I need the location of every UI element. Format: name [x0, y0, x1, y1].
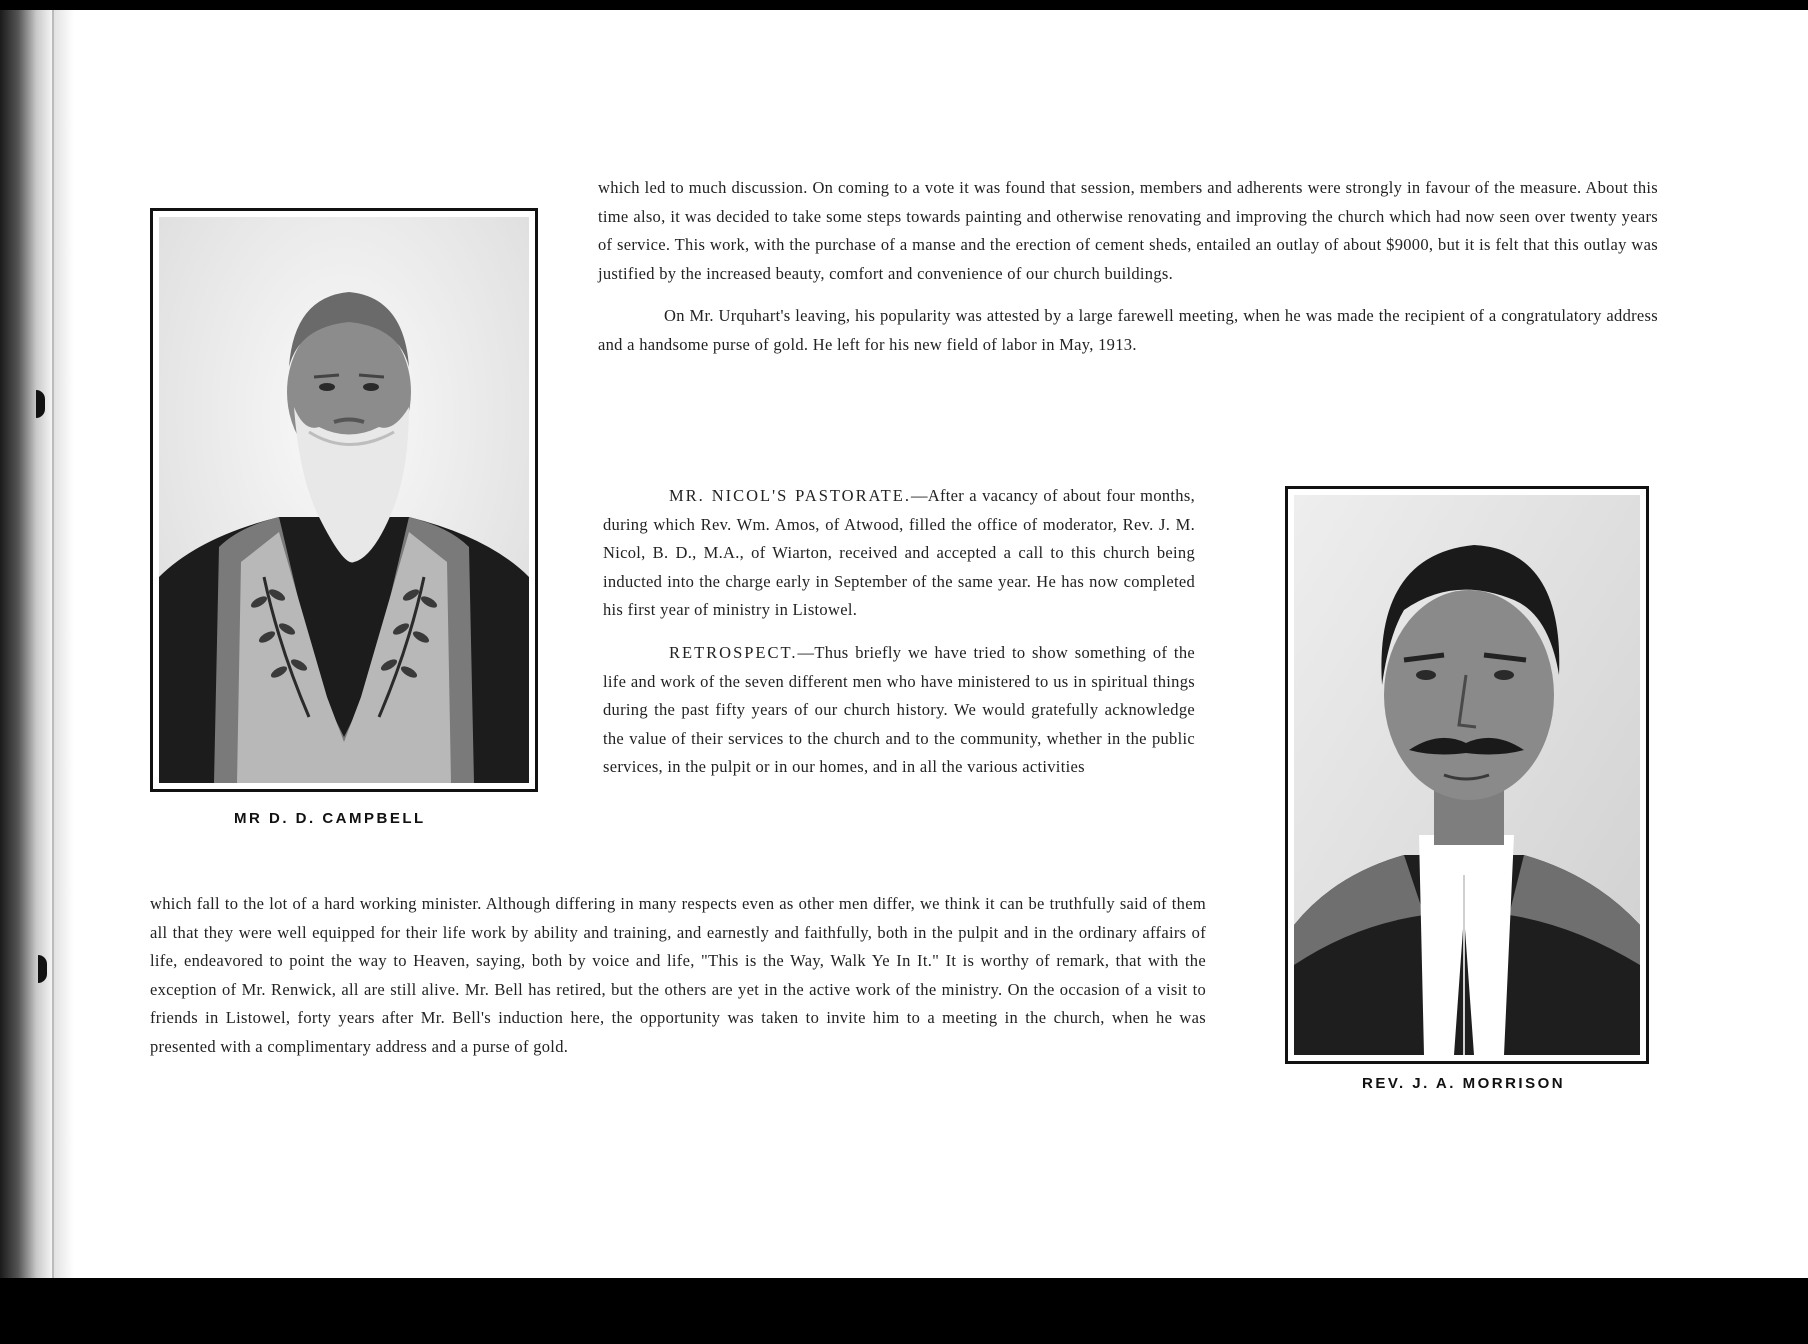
portrait-campbell-image: [159, 217, 529, 783]
book-spine: [0, 10, 52, 1278]
portrait-morrison-image: [1294, 495, 1640, 1055]
heading-retrospect: RETROSPECT.: [669, 642, 798, 662]
caption-right: REV. J. A. MORRISON: [1362, 1075, 1566, 1092]
text-block-middle: [603, 482, 1195, 782]
portrait-photo-left: [150, 208, 538, 792]
page-bottom-edge: [0, 1278, 1808, 1344]
paragraph-urquhart-farewell: On Mr. Urquhart's leaving, his popularity was attested by a large farewell meeting, when he was made the recipient of a congratulatory address and a handsome purse of gold. He left for his new field of labor in May, 1913.: [598, 306, 1658, 354]
paragraph-retrospect-body: —Thus briefly we have tried to show something of the life and work of the seven different men who have ministered to us in spiritual things during the past fifty years of our church history. We would gratefully acknowledge the value of their services to the church and to the community, whether in the public services, in the pulpit or in our homes, and in all the various activities: [603, 642, 1195, 777]
paragraph-retrospect-start: [603, 639, 1195, 782]
page-top-edge: [0, 0, 1808, 10]
caption-left: MR D. D. CAMPBELL: [234, 810, 426, 827]
paragraph-retrospect-continued: which fall to the lot of a hard working minister. Although differing in many respects even as other men differ, we think it can be truthfully said of them all that they were well equipped for their life work by ability and training, and earnestly and faithfully, both in the pulpit and in the ordinary affairs of life, endeavored to point the way to Heaven, saying, both by voice and life, "This is the Way, Walk Ye In It." It is worthy of remark, that with the exception of Mr. Renwick, all are still alive. Mr. Bell has retired, but the others are yet in the active work of the ministry. On the occasion of a visit to friends in Listowel, forty years after Mr. Bell's induction here, the opportunity was taken to invite him to a meeting in the church, when he was presented with a complimentary address and a purse of gold.: [150, 894, 1206, 1056]
paragraph-nicol-pastorate: [603, 482, 1195, 625]
portrait-photo-right: [1285, 486, 1649, 1064]
page-shadow: [54, 10, 74, 1278]
paragraph-nicol-body: —After a vacancy of about four months, during which Rev. Wm. Amos, of Atwood, filled the office of moderator, Rev. J. M. Nicol, B. D., M.A., of Wiarton, received and accepted a call to this church being inducted into the charge early in September of the same year. He has now completed his first year of ministry in Listowel.: [603, 486, 1195, 620]
text-block-bottom: [150, 890, 1206, 1062]
text-block-top: [598, 174, 1658, 360]
paragraph-renovation: which led to much discussion. On coming to a vote it was found that session, members and adherents were strongly in favour of the measure. About this time also, it was decided to take some steps towards painting and otherwise renovating and improving the church which had now seen over twenty years of service. This work, with the purchase of a manse and the erection of cement sheds, entailed an outlay of about $9000, but it is felt that this outlay was justified by the increased beauty, comfort and convenience of our church buildings.: [598, 178, 1658, 283]
heading-nicol-pastorate: MR. NICOL'S PASTORATE.: [669, 486, 911, 505]
